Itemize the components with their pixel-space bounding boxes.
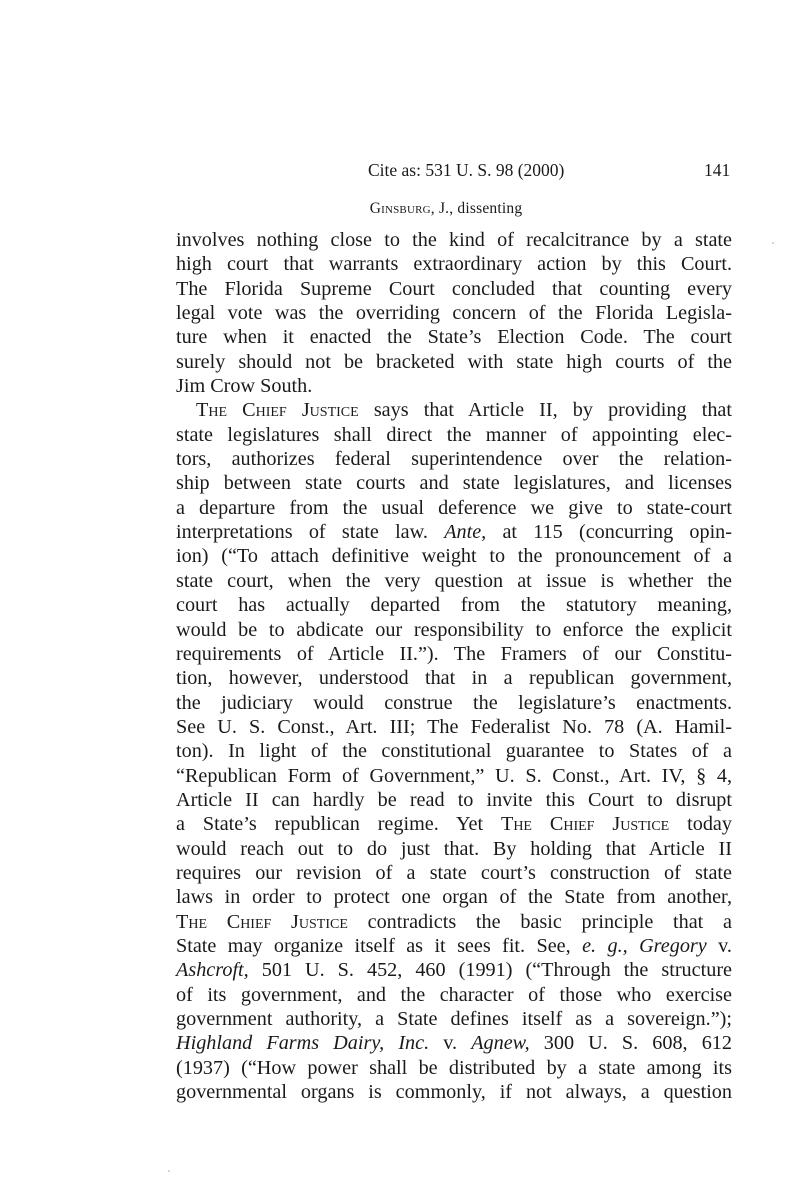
text-run: a departure from the usual deference we give to state-court	[176, 496, 732, 519]
text-line	[176, 1031, 732, 1055]
text-run: The Florida Supreme Court concluded that counting every	[176, 277, 732, 300]
small-caps-run: The Chief Justice	[196, 399, 359, 422]
text-line	[176, 837, 732, 861]
text-line	[176, 520, 732, 544]
text-run: Article II can hardly be read to invite this Court to disrupt	[176, 788, 732, 811]
text-line	[176, 910, 732, 934]
text-run: of its government, and the character of those who exercise	[176, 983, 732, 1006]
small-caps-run: The Chief Justice	[500, 813, 670, 836]
text-run: government authority, a State defines itself as a sovereign.”);	[176, 1008, 732, 1030]
text-run: tion, however, understood that in a republican government,	[176, 667, 732, 690]
italic-run: e. g., Gregory	[582, 934, 707, 957]
text-run: “Republican Form of Government,” U. S. Const., Art. IV, § 4,	[176, 764, 732, 787]
text-run: Jim Crow South.	[176, 375, 313, 398]
text-line	[176, 715, 732, 739]
opinion-type: , J., dissenting	[430, 200, 523, 217]
text-line	[176, 958, 732, 982]
italic-run: Highland Farms Dairy, Inc.	[176, 1032, 430, 1055]
text-run: ton). In light of the constitutional guarantee to States of a	[176, 740, 732, 763]
text-run: ion) (“To attach definitive weight to the pronouncement of a	[176, 545, 732, 568]
text-line	[176, 374, 732, 398]
scan-speck	[772, 242, 774, 244]
page-number: 141	[704, 160, 731, 180]
text-run: State may organize itself as it sees fit. See,	[176, 934, 583, 957]
text-line	[176, 642, 732, 666]
case-citation: Cite as: 531 U. S. 98 (2000)	[368, 160, 565, 180]
text-line	[176, 350, 732, 374]
opinion-byline	[0, 200, 800, 218]
text-line	[176, 764, 732, 788]
text-line	[176, 691, 732, 715]
text-run: a State’s republican regime. Yet	[176, 813, 501, 836]
justice-name: Ginsburg	[369, 200, 431, 217]
text-run: contradicts the basic principle that a	[347, 910, 732, 933]
text-run: would reach out to do just that. By holding that Article II	[176, 837, 732, 860]
text-line	[176, 496, 732, 520]
text-run: laws in order to protect one organ of the State from another,	[176, 886, 732, 909]
text-line	[176, 885, 732, 909]
text-run: (1937) (“How power shall be distributed by a state among its	[176, 1056, 732, 1079]
text-run: tors, authorizes federal superintendence over the relation-	[176, 448, 732, 471]
text-line	[176, 398, 732, 422]
small-caps-run: The Chief Justice	[176, 910, 348, 933]
text-line	[176, 934, 732, 958]
text-line	[176, 325, 732, 349]
text-run: says that Article II, by providing that	[358, 399, 732, 422]
text-line	[176, 1007, 732, 1031]
text-run: at 115 (concurring opin-	[486, 521, 732, 544]
text-line	[176, 471, 732, 495]
scan-speck	[168, 1170, 170, 1172]
text-line	[176, 983, 732, 1007]
text-line	[176, 666, 732, 690]
text-run: requirements of Article II.”). The Framers of our Constitu-	[176, 642, 732, 665]
text-run: legal vote was the overriding concern of the Florida Legisla-	[176, 302, 732, 325]
text-line	[176, 1056, 732, 1080]
text-line	[176, 788, 732, 812]
text-line	[176, 447, 732, 471]
text-line	[176, 1080, 732, 1104]
text-run: would be to abdicate our responsibility to enforce the explicit	[176, 618, 732, 641]
text-run: high court that warrants extraordinary action by this Court.	[176, 253, 732, 276]
text-run: 300 U. S. 608, 612	[529, 1032, 732, 1055]
text-line	[176, 423, 732, 447]
italic-run: Ashcroft,	[176, 959, 249, 982]
text-line	[176, 618, 732, 642]
text-line	[176, 252, 732, 276]
text-line	[176, 277, 732, 301]
text-run: surely should not be bracketed with state high courts of the	[176, 350, 732, 373]
text-run: See U. S. Const., Art. III; The Federalist No. 78 (A. Hamil-	[176, 715, 732, 738]
text-run: court has actually departed from the statutory meaning,	[176, 594, 732, 617]
text-line	[176, 569, 732, 593]
text-run: ture when it enacted the State’s Election Code. The court	[176, 326, 732, 349]
text-run: today	[669, 813, 732, 836]
text-line	[176, 593, 732, 617]
text-line	[176, 228, 732, 252]
text-run: 501 U. S. 452, 460 (1991) (“Through the structure	[248, 959, 732, 982]
text-run: involves nothing close to the kind of recalcitrance by a state	[176, 229, 732, 251]
text-run: state legislatures shall direct the manner of appointing elec-	[176, 423, 732, 446]
text-line	[176, 861, 732, 885]
text-line	[176, 544, 732, 568]
text-run: v.	[429, 1032, 472, 1055]
running-head	[0, 160, 800, 190]
text-line	[176, 812, 732, 836]
text-run: requires our revision of a state court’s construction of state	[176, 861, 732, 884]
text-run: v.	[706, 934, 732, 957]
text-line	[176, 301, 732, 325]
text-run: interpretations of state law.	[176, 521, 445, 544]
italic-run: Agnew,	[471, 1032, 530, 1055]
italic-run: Ante,	[444, 521, 487, 544]
text-run: governmental organs is commonly, if not always, a question	[176, 1081, 732, 1104]
text-run: ship between state courts and state legislatures, and licenses	[176, 472, 732, 495]
text-line	[176, 739, 732, 763]
text-run: the judiciary would construe the legislature’s enactments.	[176, 691, 732, 714]
opinion-body	[176, 228, 732, 1104]
text-run: state court, when the very question at issue is whether the	[176, 569, 732, 592]
